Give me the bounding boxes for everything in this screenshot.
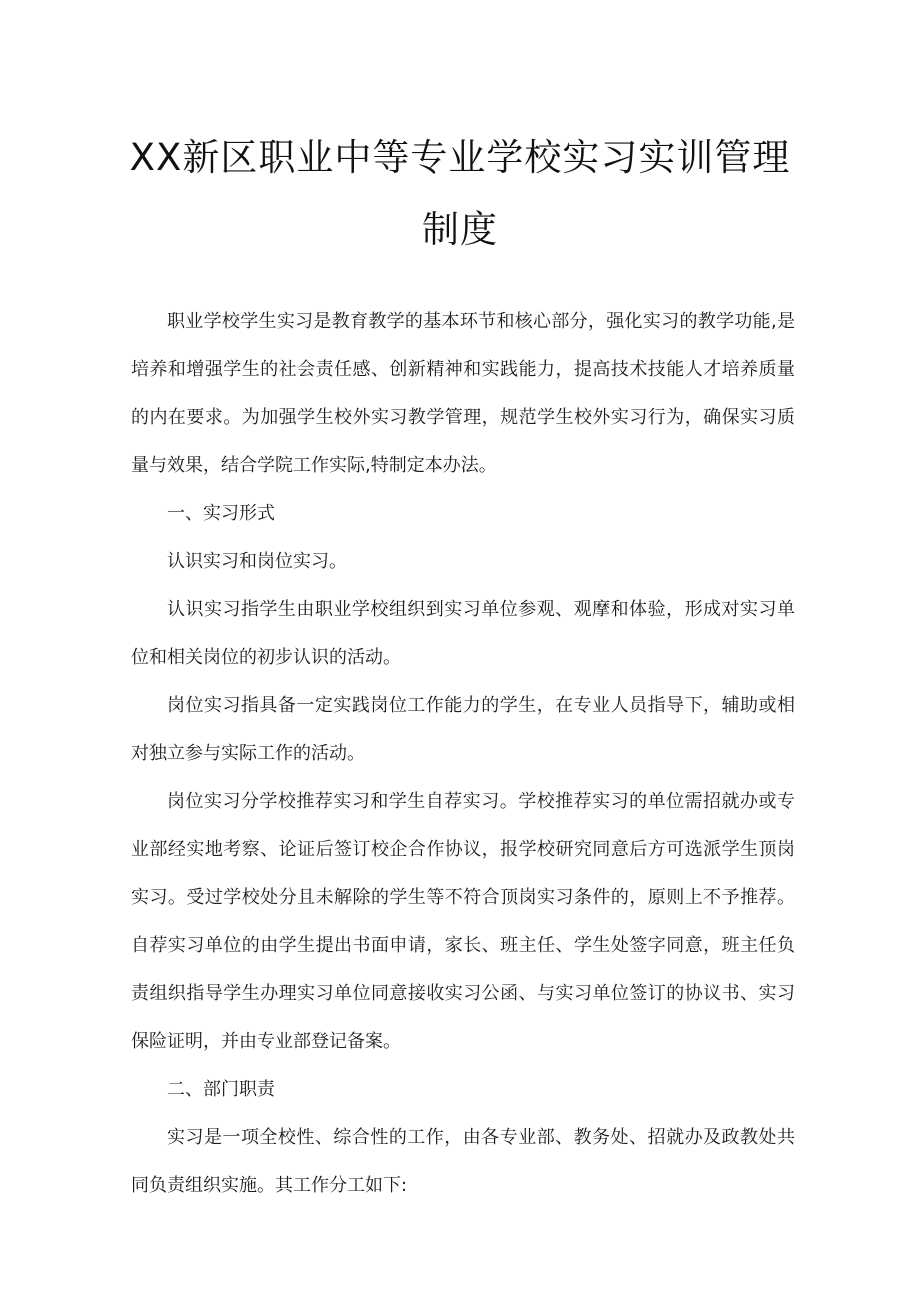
document-title: XX新区职业中等专业学校实习实训管理制度 [129,136,791,251]
document-body [131,298,795,1210]
section-heading-internship-forms: 一、实习形式 [167,503,275,524]
paragraph-cognitive-internship: 认识实习指学生由职业学校组织到实习单位参观、观摩和体验，形成对实习单位和相关岗位的初步认识的活动。 [131,599,795,668]
section-heading-department-duties: 二、部门职责 [167,1079,275,1100]
paragraph-intro: 职业学校学生实习是教育教学的基本环节和核心部分，强化实习的教学功能,是培养和增强学生的社会责任感、创新精神和实践能力，提高技术技能人才培养质量的内在要求。为加强学生校外实习教学管理，规范学生校外实习行为，确保实习质量与效果，结合学院工作实际,特制定本办法。 [131,311,795,476]
paragraph-post-internship: 岗位实习指具备一定实践岗位工作能力的学生，在专业人员指导下，辅助或相对独立参与实际工作的活动。 [131,695,795,764]
paragraph-internship-types: 认识实习和岗位实习。 [167,551,347,572]
paragraph-duties-intro: 实习是一项全校性、综合性的工作，由各专业部、教务处、招就办及政教处共同负责组织实施。其工作分工如下: [131,1127,795,1196]
paragraph-internship-recommendation: 岗位实习分学校推荐实习和学生自荐实习。学校推荐实习的单位需招就办或专业部经实地考察、论证后签订校企合作协议，报学校研究同意后方可选派学生顶岗实习。受过学校处分且未解除的学生等不符合顶岗实习条件的，原则上不予推荐。自荐实习单位的由学生提出书面申请，家长、班主任、学生处签字同意，班主任负责组织指导学生办理实习单位同意接收实习公函、与实习单位签订的协议书、实习保险证明，并由专业部登记备案。 [131,791,795,1052]
